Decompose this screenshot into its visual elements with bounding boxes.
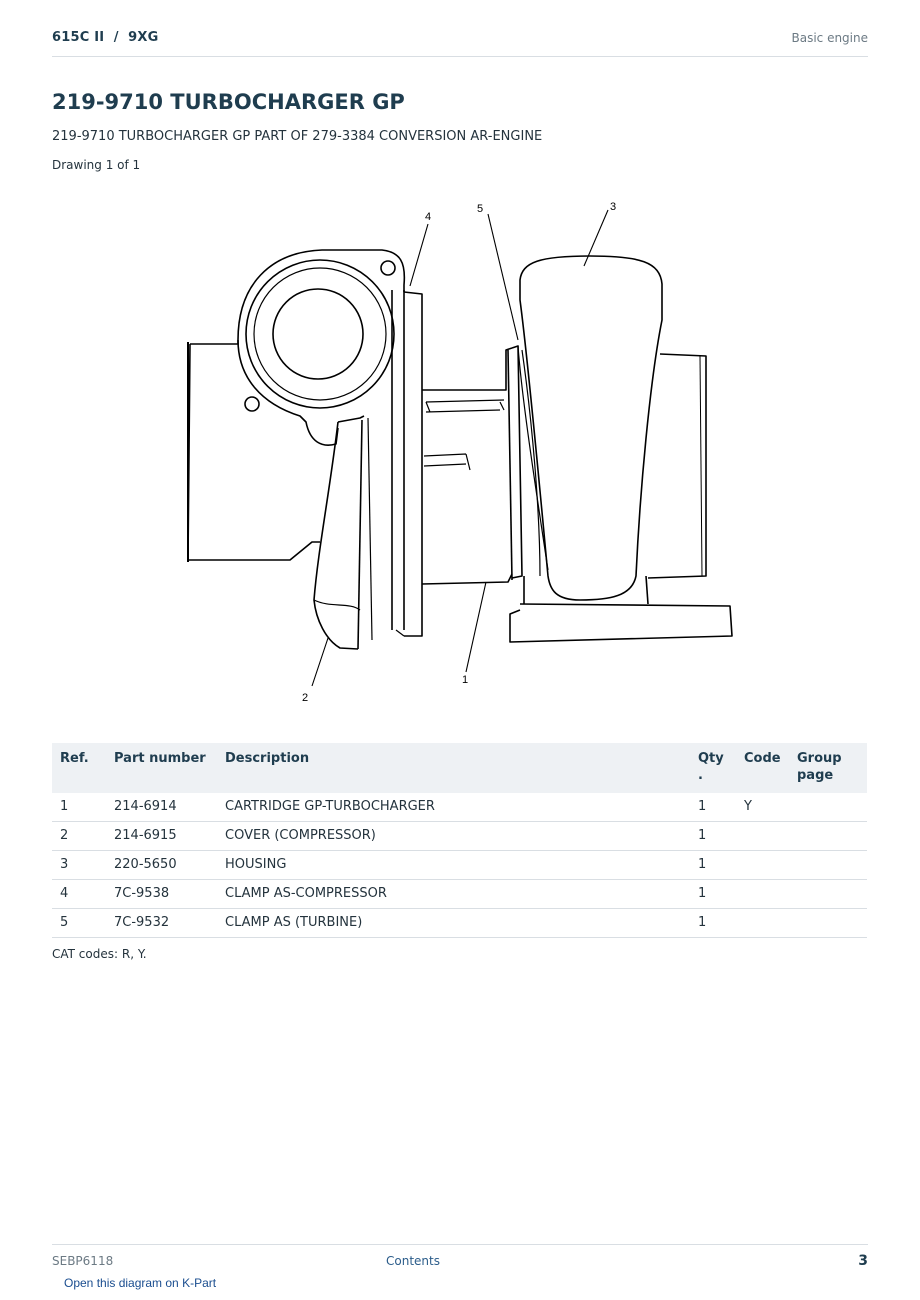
cell-part-number: 7C-9532 bbox=[106, 909, 217, 938]
cell-qty: 1 bbox=[690, 822, 736, 851]
page-subtitle: 219-9710 TURBOCHARGER GP PART OF 279-3384 CONVERSION AR-ENGINE bbox=[52, 129, 543, 144]
table-row bbox=[52, 880, 867, 909]
cell-qty: 1 bbox=[690, 851, 736, 880]
cell-part-number: 214-6914 bbox=[106, 793, 217, 822]
page-header bbox=[52, 28, 868, 57]
cell-qty: 1 bbox=[690, 793, 736, 822]
table-header-row bbox=[52, 743, 867, 793]
cell-code bbox=[736, 851, 789, 880]
turbocharger-diagram bbox=[0, 190, 920, 720]
cell-description: CLAMP AS (TURBINE) bbox=[217, 909, 690, 938]
cell-code bbox=[736, 880, 789, 909]
section-label: Basic engine bbox=[791, 31, 868, 45]
callout-4: 4 bbox=[425, 211, 432, 223]
cell-ref: 5 bbox=[52, 909, 106, 938]
cell-code: Y bbox=[736, 793, 789, 822]
page-title: 219-9710 TURBOCHARGER GP bbox=[52, 90, 405, 114]
cell-description: HOUSING bbox=[217, 851, 690, 880]
cell-part-number: 220-5650 bbox=[106, 851, 217, 880]
cell-ref: 1 bbox=[52, 793, 106, 822]
header-ref: Ref. bbox=[60, 751, 89, 766]
cell-qty: 1 bbox=[690, 909, 736, 938]
cell-description: COVER (COMPRESSOR) bbox=[217, 822, 690, 851]
cell-part-number: 7C-9538 bbox=[106, 880, 217, 909]
cell-code bbox=[736, 822, 789, 851]
page-number: 3 bbox=[858, 1253, 868, 1269]
cell-description: CARTRIDGE GP-TURBOCHARGER bbox=[217, 793, 690, 822]
callout-2: 2 bbox=[302, 692, 309, 704]
header-description: Description bbox=[225, 751, 310, 766]
header-qty: Qty . bbox=[698, 751, 724, 783]
cell-group-page bbox=[789, 851, 867, 880]
callout-5: 5 bbox=[477, 203, 484, 215]
cell-part-number: 214-6915 bbox=[106, 822, 217, 851]
model-label: 615C II / 9XG bbox=[52, 30, 159, 45]
table-row bbox=[52, 822, 867, 851]
header-part-number: Part number bbox=[114, 751, 206, 766]
callout-1: 1 bbox=[462, 674, 469, 686]
table-row bbox=[52, 909, 867, 938]
cell-ref: 2 bbox=[52, 822, 106, 851]
header-group-page: Group page bbox=[797, 751, 842, 783]
cell-code bbox=[736, 909, 789, 938]
callout-3: 3 bbox=[610, 201, 617, 213]
table-row bbox=[52, 851, 867, 880]
cell-ref: 4 bbox=[52, 880, 106, 909]
cell-group-page bbox=[789, 909, 867, 938]
contents-link[interactable]: Contents bbox=[386, 1254, 440, 1268]
drawing-label: Drawing 1 of 1 bbox=[52, 158, 141, 172]
cell-group-page bbox=[789, 880, 867, 909]
open-kpart-link[interactable]: Open this diagram on K-Part bbox=[64, 1276, 217, 1290]
cell-description: CLAMP AS-COMPRESSOR bbox=[217, 880, 690, 909]
cell-group-page bbox=[789, 822, 867, 851]
header-code: Code bbox=[744, 751, 781, 766]
cell-ref: 3 bbox=[52, 851, 106, 880]
cell-group-page bbox=[789, 793, 867, 822]
parts-table bbox=[52, 743, 867, 938]
page-footer bbox=[52, 1244, 868, 1275]
table-row bbox=[52, 793, 867, 822]
cat-codes-note: CAT codes: R, Y. bbox=[52, 947, 147, 961]
document-id: SEBP6118 bbox=[52, 1254, 114, 1268]
cell-qty: 1 bbox=[690, 880, 736, 909]
